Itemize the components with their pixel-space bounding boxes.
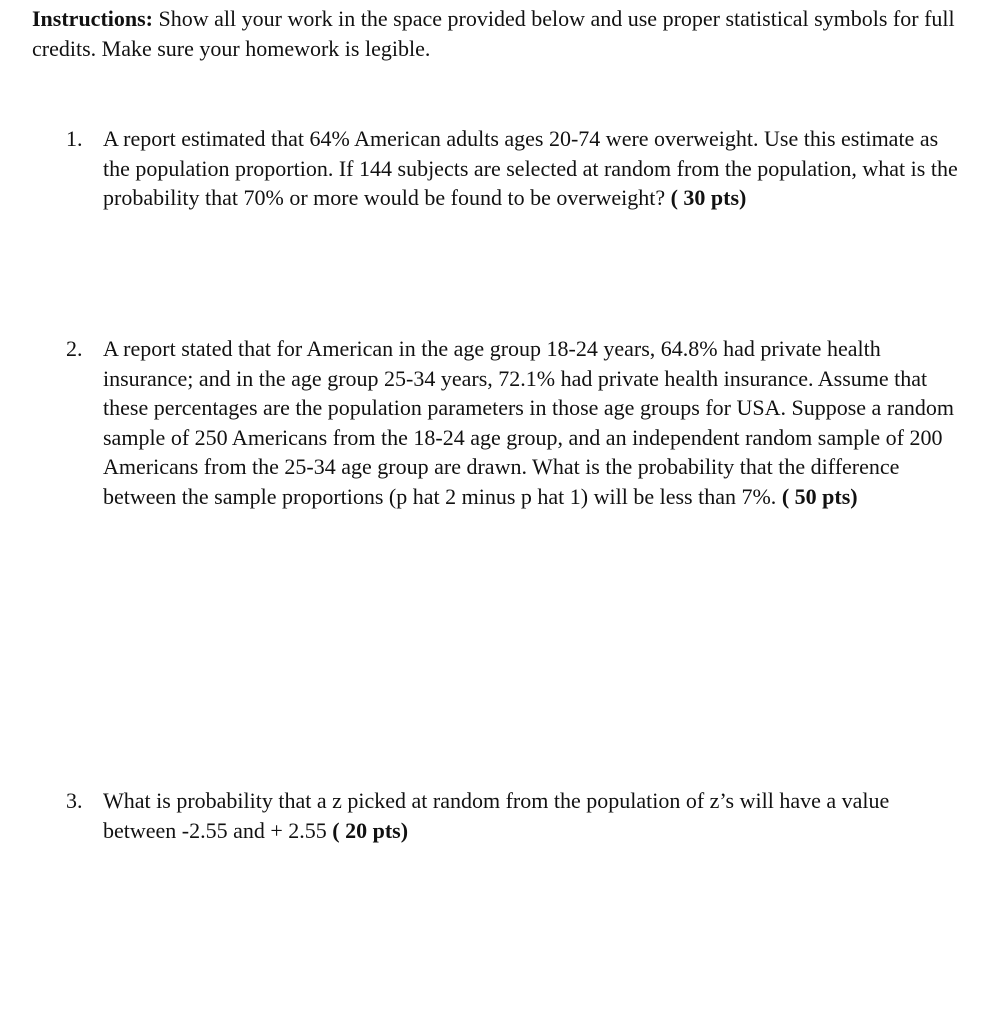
- question-body: [103, 334, 966, 512]
- question-text: A report stated that for American in the age group 18-24 years, 64.8% had private health insurance; and in the age group 25-34 years, 72.1% had private health insurance. Assume that these percentages are the population parameters in those age groups for USA. Suppose a random sample of 250 Americans from the 18-24 age group, and an independent random sample of 200 Americans from the 25-34 age group are drawn. What is the probability that the difference between the sample proportions (p hat 2 minus p hat 1) will be less than 7%.: [103, 336, 955, 509]
- question-text: What is probability that a z picked at random from the population of z’s will have a value between -2.55 and + 2.55: [103, 788, 890, 843]
- instructions-lead: Instructions:: [32, 6, 154, 31]
- question-text: A report estimated that 64% American adults ages 20-74 were overweight. Use this estimate as the population proportion. If 144 subjects are selected at random from the population, what is the probability that 70% or more would be found to be overweight?: [103, 126, 958, 211]
- instructions-text: Show all your work in the space provided below and use proper statistical symbols for full credits. Make sure your homework is legible.: [32, 6, 955, 61]
- question-number: 1.: [66, 126, 83, 151]
- question-1: [66, 124, 966, 213]
- question-points: ( 30 pts): [665, 185, 747, 211]
- instructions-paragraph: [32, 4, 972, 64]
- question-3: [66, 786, 966, 845]
- question-body: [103, 786, 966, 845]
- question-points: ( 20 pts): [326, 817, 409, 843]
- question-points: ( 50 pts): [776, 483, 858, 509]
- question-2: [66, 334, 966, 512]
- question-number: 3.: [66, 788, 83, 813]
- question-number: 2.: [66, 336, 83, 361]
- question-body: [103, 124, 966, 213]
